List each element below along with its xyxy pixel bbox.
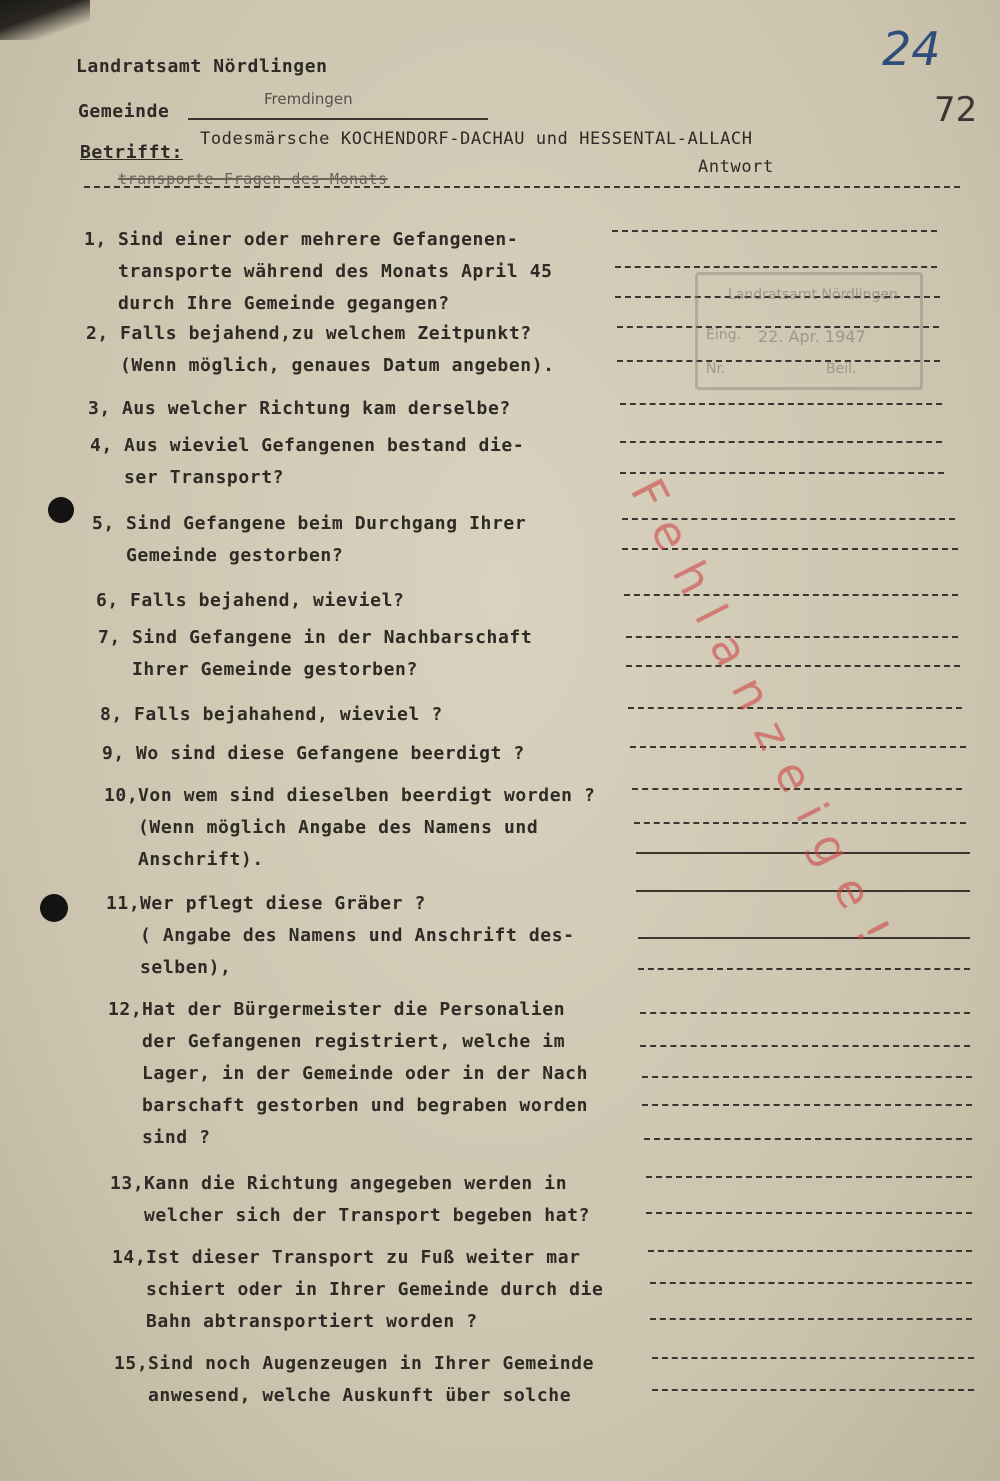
question-line	[112, 1306, 603, 1338]
punch-hole	[40, 894, 68, 922]
question-number: 11,	[106, 893, 141, 914]
question-number: 9,	[102, 743, 125, 764]
question-line	[114, 1348, 594, 1380]
question-text: Sind noch Augenzeugen in Ihrer Gemeinde	[148, 1353, 595, 1374]
question-item	[114, 1348, 594, 1412]
question-item	[112, 1242, 603, 1338]
question-line	[90, 430, 524, 462]
question-line	[108, 1026, 588, 1058]
header-rule	[84, 186, 960, 188]
question-line	[84, 224, 553, 256]
question-number: 10,	[104, 785, 139, 806]
question-line	[108, 1090, 588, 1122]
punch-hole	[48, 497, 74, 523]
stamp-received-label: Eing.	[706, 327, 741, 343]
question-line	[112, 1242, 603, 1274]
question-number: 13,	[110, 1173, 145, 1194]
answer-line	[620, 403, 942, 405]
subject-text: Todesmärsche KOCHENDORF-DACHAU und HESSENTAL-ALLACH	[200, 129, 753, 149]
subject-label: Betrifft:	[80, 142, 183, 163]
answer-line	[650, 1318, 972, 1320]
question-text: der Gefangenen registriert, welche im	[142, 1031, 566, 1052]
question-line	[90, 462, 524, 494]
question-line	[104, 780, 595, 812]
question-line	[102, 738, 525, 770]
question-text: Sind Gefangene beim Durchgang Ihrer	[126, 513, 527, 534]
answer-line	[638, 968, 970, 970]
question-text: Anschrift).	[138, 849, 264, 870]
question-item	[88, 393, 511, 425]
question-text: Von wem sind dieselben beerdigt worden ?	[138, 785, 596, 806]
question-number: 2,	[86, 323, 109, 344]
question-text: Sind einer oder mehrere Gefangenen-	[118, 229, 519, 250]
question-line	[84, 288, 553, 320]
answer-line	[644, 1138, 972, 1140]
question-text: ser Transport?	[124, 467, 285, 488]
question-text: Wer pflegt diese Gräber ?	[140, 893, 426, 914]
question-line	[104, 844, 595, 876]
question-text: Falls bejahend,zu welchem Zeitpunkt?	[120, 323, 532, 344]
question-line	[106, 888, 575, 920]
question-text: (Wenn möglich, genaues Datum angeben).	[120, 355, 555, 376]
question-text: Wo sind diese Gefangene beerdigt ?	[136, 743, 525, 764]
answer-line	[652, 1357, 974, 1359]
pencil-number: 24	[882, 22, 941, 76]
answer-line	[646, 1212, 972, 1214]
question-text: Kann die Richtung angegeben werden in	[144, 1173, 568, 1194]
received-stamp	[695, 272, 923, 390]
question-item	[86, 318, 555, 382]
struck-line: transporte Fragen des Monats	[118, 170, 388, 188]
question-text: Falls bejahahend, wieviel ?	[134, 704, 443, 725]
question-number: 8,	[100, 704, 123, 725]
question-line	[86, 318, 555, 350]
question-text: anwesend, welche Auskunft über solche	[148, 1385, 572, 1406]
question-line	[84, 256, 553, 288]
question-item	[92, 508, 526, 572]
answer-line	[646, 1176, 972, 1178]
page-number: 72	[934, 90, 978, 130]
question-item	[90, 430, 524, 494]
question-text: Lager, in der Gemeinde oder in der Nach	[142, 1063, 589, 1084]
answer-line	[636, 890, 970, 892]
question-item	[110, 1168, 590, 1232]
question-item	[106, 888, 575, 984]
question-line	[110, 1200, 590, 1232]
question-text: Sind Gefangene in der Nachbarschaft	[132, 627, 533, 648]
question-text: schiert oder in Ihrer Gemeinde durch die	[146, 1279, 604, 1300]
office-title: Landratsamt Nördlingen	[76, 56, 328, 77]
answer-line	[640, 1012, 970, 1014]
question-number: 6,	[96, 590, 119, 611]
question-text: Aus welcher Richtung kam derselbe?	[122, 398, 511, 419]
question-text: Ihrer Gemeinde gestorben?	[132, 659, 418, 680]
question-number: 1,	[84, 229, 107, 250]
answer-line	[612, 230, 937, 232]
question-line	[108, 994, 588, 1026]
question-number: 4,	[90, 435, 113, 456]
question-line	[108, 1058, 588, 1090]
answer-line	[615, 266, 937, 268]
question-number: 5,	[92, 513, 115, 534]
question-text: Bahn abtransportiert worden ?	[146, 1311, 478, 1332]
stamp-org: Landratsamt Nördlingen	[728, 287, 898, 303]
question-line	[96, 585, 405, 617]
answer-line	[642, 1104, 972, 1106]
answer-line	[620, 441, 942, 443]
question-line	[92, 508, 526, 540]
question-text: Aus wieviel Gefangenen bestand die-	[124, 435, 525, 456]
question-line	[86, 350, 555, 382]
question-line	[108, 1122, 588, 1154]
question-line	[92, 540, 526, 572]
answer-line	[652, 1389, 974, 1391]
question-text: durch Ihre Gemeinde gegangen?	[118, 293, 450, 314]
question-text: Falls bejahend, wieviel?	[130, 590, 405, 611]
answer-line	[648, 1250, 972, 1252]
question-number: 14,	[112, 1247, 147, 1268]
question-number: 7,	[98, 627, 121, 648]
gemeinde-value: Fremdingen	[264, 90, 353, 108]
question-line	[106, 920, 575, 952]
question-text: selben),	[140, 957, 232, 978]
question-text: Hat der Bürgermeister die Personalien	[142, 999, 566, 1020]
question-text: welcher sich der Transport begeben hat?	[144, 1205, 591, 1226]
question-line	[100, 699, 443, 731]
question-line	[98, 622, 532, 654]
stamp-date: 22. Apr. 1947	[758, 327, 866, 346]
answer-header: Antwort	[698, 157, 774, 177]
question-text: barschaft gestorben und begraben worden	[142, 1095, 589, 1116]
question-text: ( Angabe des Namens und Anschrift des-	[140, 925, 575, 946]
question-line	[114, 1380, 594, 1412]
question-text: sind ?	[142, 1127, 211, 1148]
question-number: 15,	[114, 1353, 149, 1374]
question-item	[104, 780, 595, 876]
question-text: (Wenn möglich Angabe des Namens und	[138, 817, 539, 838]
stamp-nr-label: Nr.	[706, 361, 726, 377]
question-text: Ist dieser Transport zu Fuß weiter mar	[146, 1247, 581, 1268]
stamp-beil-label: Beil.	[826, 361, 857, 377]
answer-line	[626, 636, 958, 638]
question-item	[98, 622, 532, 686]
question-line	[88, 393, 511, 425]
question-line	[106, 952, 575, 984]
question-line	[98, 654, 532, 686]
answer-line	[638, 937, 970, 939]
question-text: Gemeinde gestorben?	[126, 545, 344, 566]
question-number: 12,	[108, 999, 143, 1020]
torn-corner	[0, 0, 90, 40]
question-text: transporte während des Monats April 45	[118, 261, 553, 282]
red-fehlanzeige-stamp: Fehlanzeige!	[619, 470, 910, 970]
answer-line	[650, 1282, 972, 1284]
question-number: 3,	[88, 398, 111, 419]
gemeinde-label: Gemeinde	[78, 101, 170, 122]
gemeinde-underline	[188, 118, 488, 120]
question-line	[104, 812, 595, 844]
answer-line	[640, 1045, 970, 1047]
question-item	[102, 738, 525, 770]
answer-line	[626, 665, 960, 667]
question-line	[112, 1274, 603, 1306]
question-item	[96, 585, 405, 617]
answer-line	[628, 707, 962, 709]
question-item	[100, 699, 443, 731]
answer-line	[642, 1076, 972, 1078]
question-item	[84, 224, 553, 320]
question-item	[108, 994, 588, 1154]
question-line	[110, 1168, 590, 1200]
